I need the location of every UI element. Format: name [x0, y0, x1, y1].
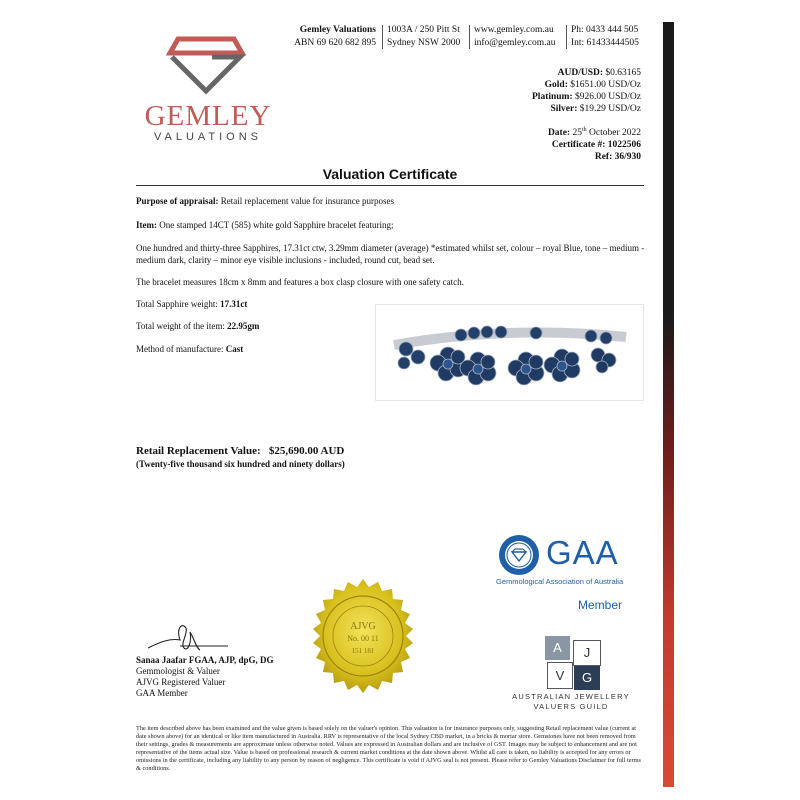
- title-rule: [136, 185, 644, 186]
- method-label: Method of manufacture:: [136, 344, 224, 354]
- certificate-label: Certificate #:: [551, 140, 606, 151]
- seal-line3: 151 181: [351, 647, 375, 655]
- gemley-logo-icon: [166, 33, 246, 95]
- signer-role3: GAA Member: [136, 688, 188, 698]
- company-name: Gemley Valuations: [299, 25, 376, 35]
- date-day: 25: [572, 128, 582, 139]
- phone-number: Ph: 0433 444 505: [571, 25, 639, 35]
- item-line: [136, 219, 646, 231]
- item-weight-value: 22.95gm: [227, 321, 260, 331]
- signature-icon: [140, 618, 230, 658]
- measure-line: The bracelet measures 18cm x 8mm and features a box clasp closure with one safety catch.: [136, 277, 464, 287]
- abn: ABN 69 620 682 895: [294, 38, 376, 48]
- bracelet-photo: [375, 304, 644, 401]
- website-link[interactable]: www.gemley.com.au: [474, 25, 554, 35]
- gold-value: $1651.00 USD/Oz: [570, 80, 641, 90]
- certificate-number: 1022506: [607, 140, 641, 151]
- signer-role2: AJVG Registered Valuer: [136, 677, 226, 687]
- sapphire-weight-label: Total Sapphire weight:: [136, 299, 218, 309]
- item-description: One hundred and thirty-three Sapphires, 17.31ct ctw, 3.29mm diameter (average) *estimated whilst set, colour – royal Blue, tone – medium - medium dark, clarity – minor eye visible inclusions - included, round cut, bead set.: [136, 243, 645, 265]
- date-rest: October 2022: [589, 128, 641, 139]
- seal-line2: No. 00 11: [347, 634, 379, 643]
- purpose-value: Retail replacement value for insurance purposes: [220, 196, 394, 206]
- signer-name: Sanaa Jaafar FGAA, AJP, dpG, DG: [136, 655, 274, 665]
- certificate-meta: [548, 124, 641, 163]
- address-line1: 1003A / 250 Pitt St: [387, 25, 460, 35]
- gaa-logo-icon: [498, 534, 540, 576]
- item-label: Item:: [136, 220, 157, 230]
- purpose-label: Purpose of appraisal:: [136, 196, 219, 206]
- ajvg-gold-seal-icon: [303, 577, 423, 697]
- ajvg-line1: AUSTRALIAN JEWELLERY: [512, 692, 630, 701]
- signer-role1: Gemmologist & Valuer: [136, 666, 220, 676]
- item-weight-line: [136, 320, 366, 332]
- sapphire-weight-value: 17.31ct: [220, 299, 248, 309]
- header-web: [474, 24, 555, 50]
- metal-rates: [532, 67, 641, 115]
- method-line: [136, 343, 366, 355]
- header-divider: [566, 25, 567, 49]
- intl-phone-number: Int: 61433444505: [571, 38, 639, 48]
- item-weight-label: Total weight of the item:: [136, 321, 225, 331]
- sapphire-weight-line: [136, 298, 366, 310]
- method-value: Cast: [225, 344, 244, 354]
- header-phone: [571, 24, 639, 50]
- header-company: [292, 24, 376, 50]
- side-stripe: [663, 22, 674, 787]
- ajvg-logo: [545, 636, 601, 690]
- signer-block: [136, 655, 274, 699]
- header-address: [387, 24, 460, 50]
- date-label: Date:: [547, 128, 571, 139]
- ajvg-tile-v: V: [547, 662, 573, 689]
- gaa-fullname: Gemmological Association of Australia: [496, 577, 624, 586]
- ajvg-line2: VALUERS GUILD: [533, 702, 609, 711]
- rrv-words: (Twenty-five thousand six hundred and ninety dollars): [136, 459, 345, 469]
- gold-label: Gold:: [544, 80, 568, 90]
- bracelet-image: [376, 305, 643, 400]
- header-divider: [382, 25, 383, 49]
- gaa-member-label: Member: [578, 598, 623, 612]
- silver-value: $19.29 USD/Oz: [579, 104, 641, 114]
- address-line2: Sydney NSW 2000: [387, 38, 461, 48]
- seal-line1: AJVG: [350, 621, 376, 632]
- rrv-label: Retail Replacement Value:: [136, 445, 261, 457]
- aud-usd-label: AUD/USD:: [557, 68, 603, 78]
- disclaimer: The item described above has been examined and the value given is based solely on the valuer's opinion. This valuation is for insurance purposes only, suggesting Retail replacement value (current at date shown above) for an identical or like item manufactured in Australia. RRV is representative of the local Sydney CBD market, in a bricks & mortar store. Gemstones have not been removed from their settings, grades & measurements are approximate unless otherwise noted. Values are expressed in Australian dollars and are inclusive of GST. Images may be subject to enhancement and are not representative of the items actual size. Value is based on professional research & current market conditions at the date shown above. Whilst all care is taken, no liability is accepted for any errors or omissions in the certificate, including any liability to any person by reason of negligence. This certificate is void if AJVG seal is not present. Please refer to Gemley Valuations Disclaimer for full terms & conditions.: [136, 725, 641, 772]
- aud-usd-value: $0.63165: [605, 68, 641, 78]
- gaa-wordmark: GAA: [546, 534, 619, 571]
- ref-label: Ref:: [594, 152, 613, 163]
- retail-replacement-value: [136, 445, 344, 457]
- ajvg-tile-g: G: [574, 666, 600, 690]
- email-link[interactable]: info@gemley.com.au: [474, 38, 556, 48]
- ajvg-name: [505, 692, 637, 712]
- item-value: One stamped 14CT (585) white gold Sapphire bracelet featuring;: [159, 220, 394, 230]
- ref-number: 36/930: [614, 152, 641, 163]
- rrv-value: $25,690.00 AUD: [268, 445, 345, 457]
- page-title: Valuation Certificate: [322, 166, 458, 182]
- silver-label: Silver:: [550, 104, 578, 114]
- platinum-label: Platinum:: [532, 92, 573, 102]
- logo-wordmark: GEMLEY: [144, 100, 272, 132]
- ajvg-tile-a: A: [545, 636, 570, 660]
- purpose-line: [136, 195, 646, 207]
- ajvg-tile-j: J: [573, 640, 601, 666]
- logo-subtitle: VALUATIONS: [153, 131, 263, 143]
- date-suffix: th: [581, 127, 587, 133]
- header-divider: [469, 25, 470, 49]
- platinum-value: $926.00 USD/Oz: [575, 92, 641, 102]
